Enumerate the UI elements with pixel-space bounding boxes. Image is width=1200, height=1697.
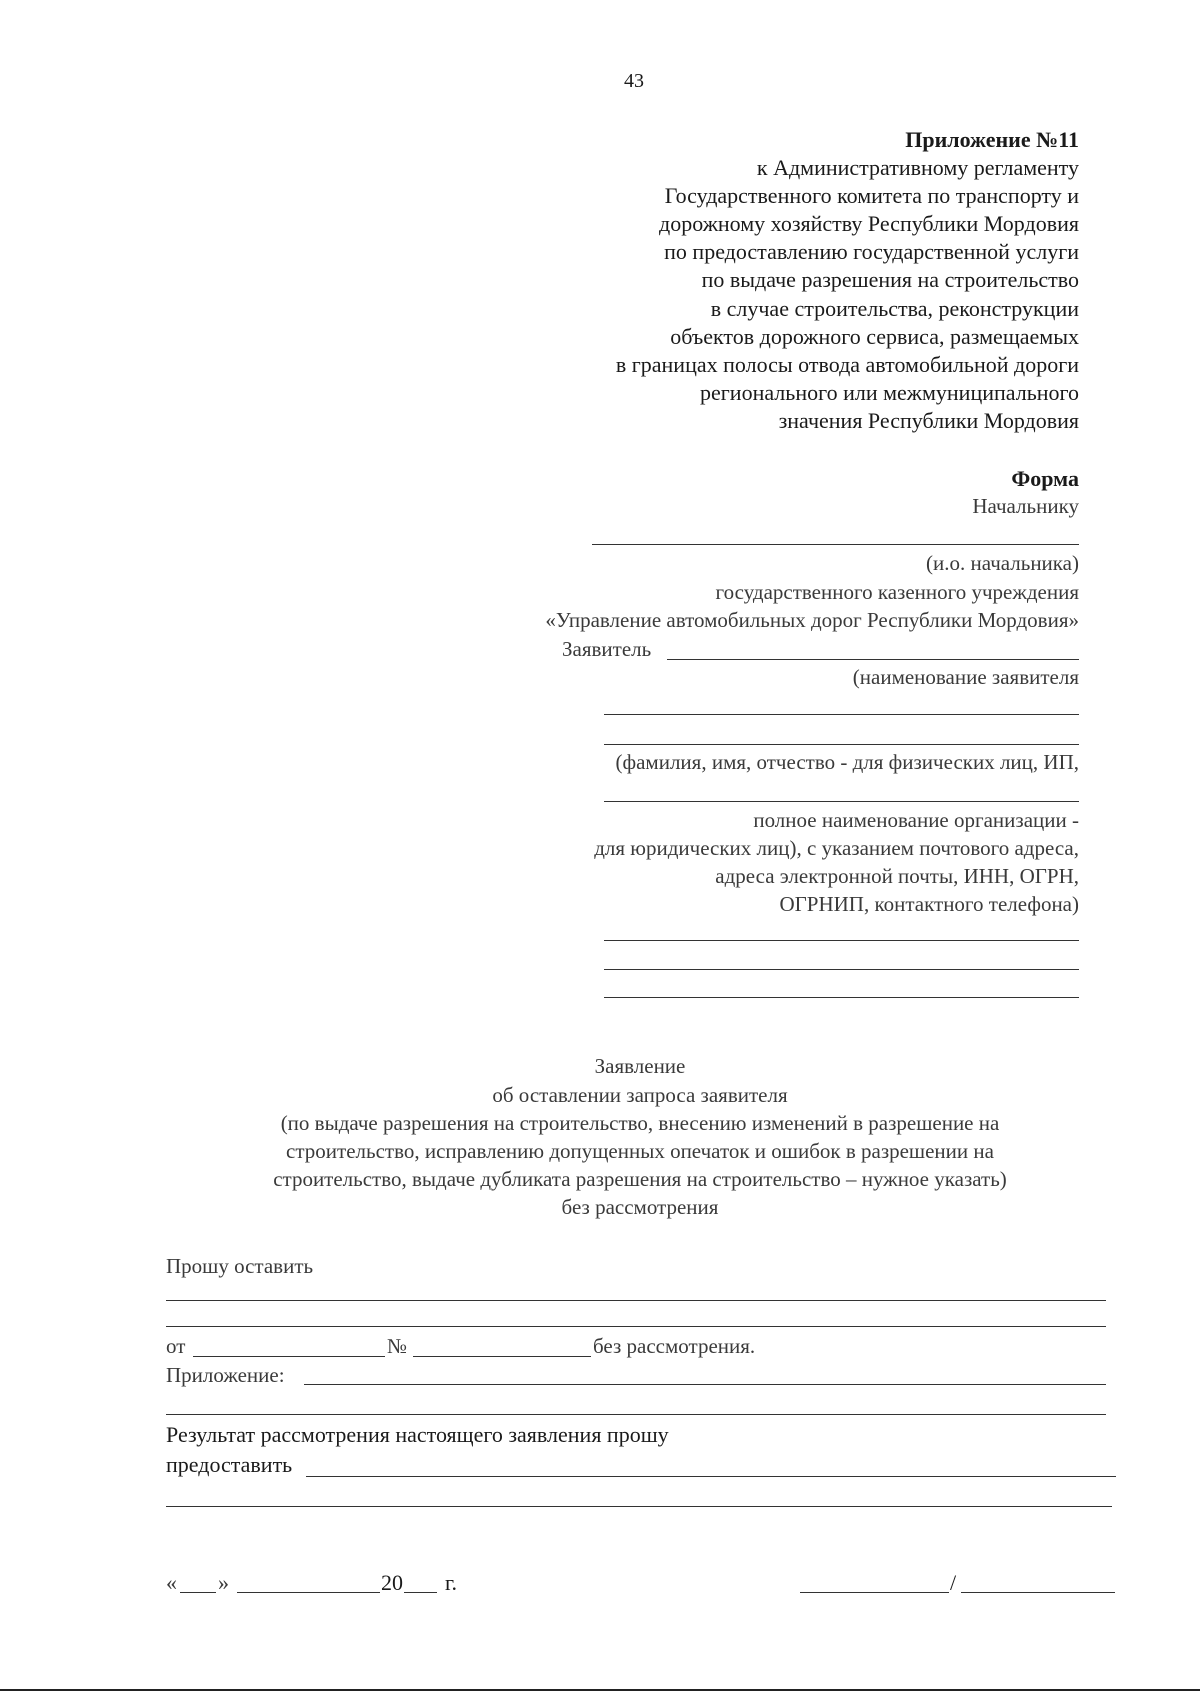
signature-line	[800, 1592, 949, 1593]
date-year-prefix: 20	[381, 1570, 403, 1595]
form-label: Форма	[1011, 466, 1079, 491]
date-quote-open: «	[166, 1570, 177, 1595]
applicant-label: Заявитель	[562, 637, 652, 661]
applicant-blank-line	[604, 714, 1079, 715]
applicant-blank-line	[604, 744, 1079, 745]
appendix-line: объектов дорожного сервиса, размещаемых	[670, 324, 1079, 349]
signature-slash: /	[950, 1570, 957, 1595]
signature-name-line	[961, 1592, 1115, 1593]
number-field-line	[413, 1356, 591, 1357]
result-line2: предоставить	[166, 1452, 293, 1477]
number-label: №	[387, 1334, 408, 1358]
head-name-line	[592, 544, 1079, 545]
applicant-blank-line	[604, 801, 1079, 802]
date-field-line	[193, 1356, 385, 1357]
institution-line1: государственного казенного учреждения	[715, 580, 1079, 604]
from-label: от	[166, 1334, 186, 1358]
statement-subtitle: об оставлении запроса заявителя	[492, 1083, 788, 1107]
appendix-line: в случае строительства, реконструкции	[710, 296, 1079, 321]
appendix-line: значения Республики Мордовия	[778, 408, 1079, 433]
result-blank-line	[166, 1506, 1112, 1507]
appendix-line: Государственного комитета по транспорту и	[664, 183, 1079, 208]
result-line1: Результат рассмотрения настоящего заявления прошу	[166, 1422, 669, 1447]
request-label: Прошу оставить	[166, 1254, 314, 1278]
applicant-detail: ОГРНИП, контактного телефона)	[779, 892, 1079, 916]
page-number: 43	[624, 70, 644, 92]
applicant-name-line	[667, 659, 1079, 660]
appendix-line: регионального или межмуниципального	[700, 380, 1079, 405]
statement-subtitle: строительство, исправлению допущенных опечаток и ошибок в разрешении на	[286, 1139, 994, 1163]
statement-subtitle: (по выдаче разрешения на строительство, внесению изменений в разрешение на	[280, 1111, 1000, 1135]
applicant-detail: полное наименование организации -	[753, 808, 1079, 832]
appendix-line: в границах полосы отвода автомобильной дороги	[615, 352, 1079, 377]
applicant-blank-line	[604, 940, 1079, 941]
applicant-detail: (фамилия, имя, отчество - для физических лиц, ИП,	[615, 750, 1079, 774]
applicant-blank-line	[604, 969, 1079, 970]
appendix-line: к Административному регламенту	[756, 155, 1079, 180]
institution-line2: «Управление автомобильных дорог Республики Мордовия»	[545, 608, 1079, 632]
appendix-line: по выдаче разрешения на строительство	[701, 267, 1079, 292]
applicant-detail: адреса электронной почты, ИНН, ОГРН,	[715, 864, 1079, 888]
statement-subtitle: строительство, выдаче дубликата разрешения на строительство – нужное указать)	[273, 1167, 1007, 1191]
result-field-line	[306, 1476, 1116, 1477]
date-quote-close: »	[218, 1570, 229, 1595]
request-blank-line	[166, 1300, 1106, 1301]
appendix-line: дорожному хозяйству Республики Мордовия	[659, 211, 1079, 236]
statement-title: Заявление	[594, 1054, 686, 1078]
applicant-caption: (наименование заявителя	[852, 665, 1079, 689]
scan-bottom-border	[0, 1689, 1200, 1691]
head-caption: (и.о. начальника)	[926, 551, 1079, 575]
request-blank-line	[166, 1326, 1106, 1327]
applicant-detail: для юридических лиц), с указанием почтового адреса,	[594, 836, 1079, 860]
statement-subtitle: без рассмотрения	[561, 1195, 719, 1219]
attachment-label: Приложение:	[166, 1363, 285, 1387]
attachment-blank-line	[166, 1414, 1106, 1415]
applicant-blank-line	[604, 997, 1079, 998]
date-year-line	[404, 1592, 437, 1593]
date-month-line	[237, 1592, 380, 1593]
attachment-field-line	[304, 1384, 1106, 1385]
date-year-suffix: г.	[445, 1570, 458, 1595]
appendix-line: по предоставлению государственной услуги	[664, 239, 1079, 264]
appendix-title: Приложение №11	[905, 127, 1079, 152]
without-review-label: без рассмотрения.	[593, 1334, 756, 1358]
date-day-line	[180, 1592, 216, 1593]
addressee: Начальнику	[972, 494, 1079, 518]
